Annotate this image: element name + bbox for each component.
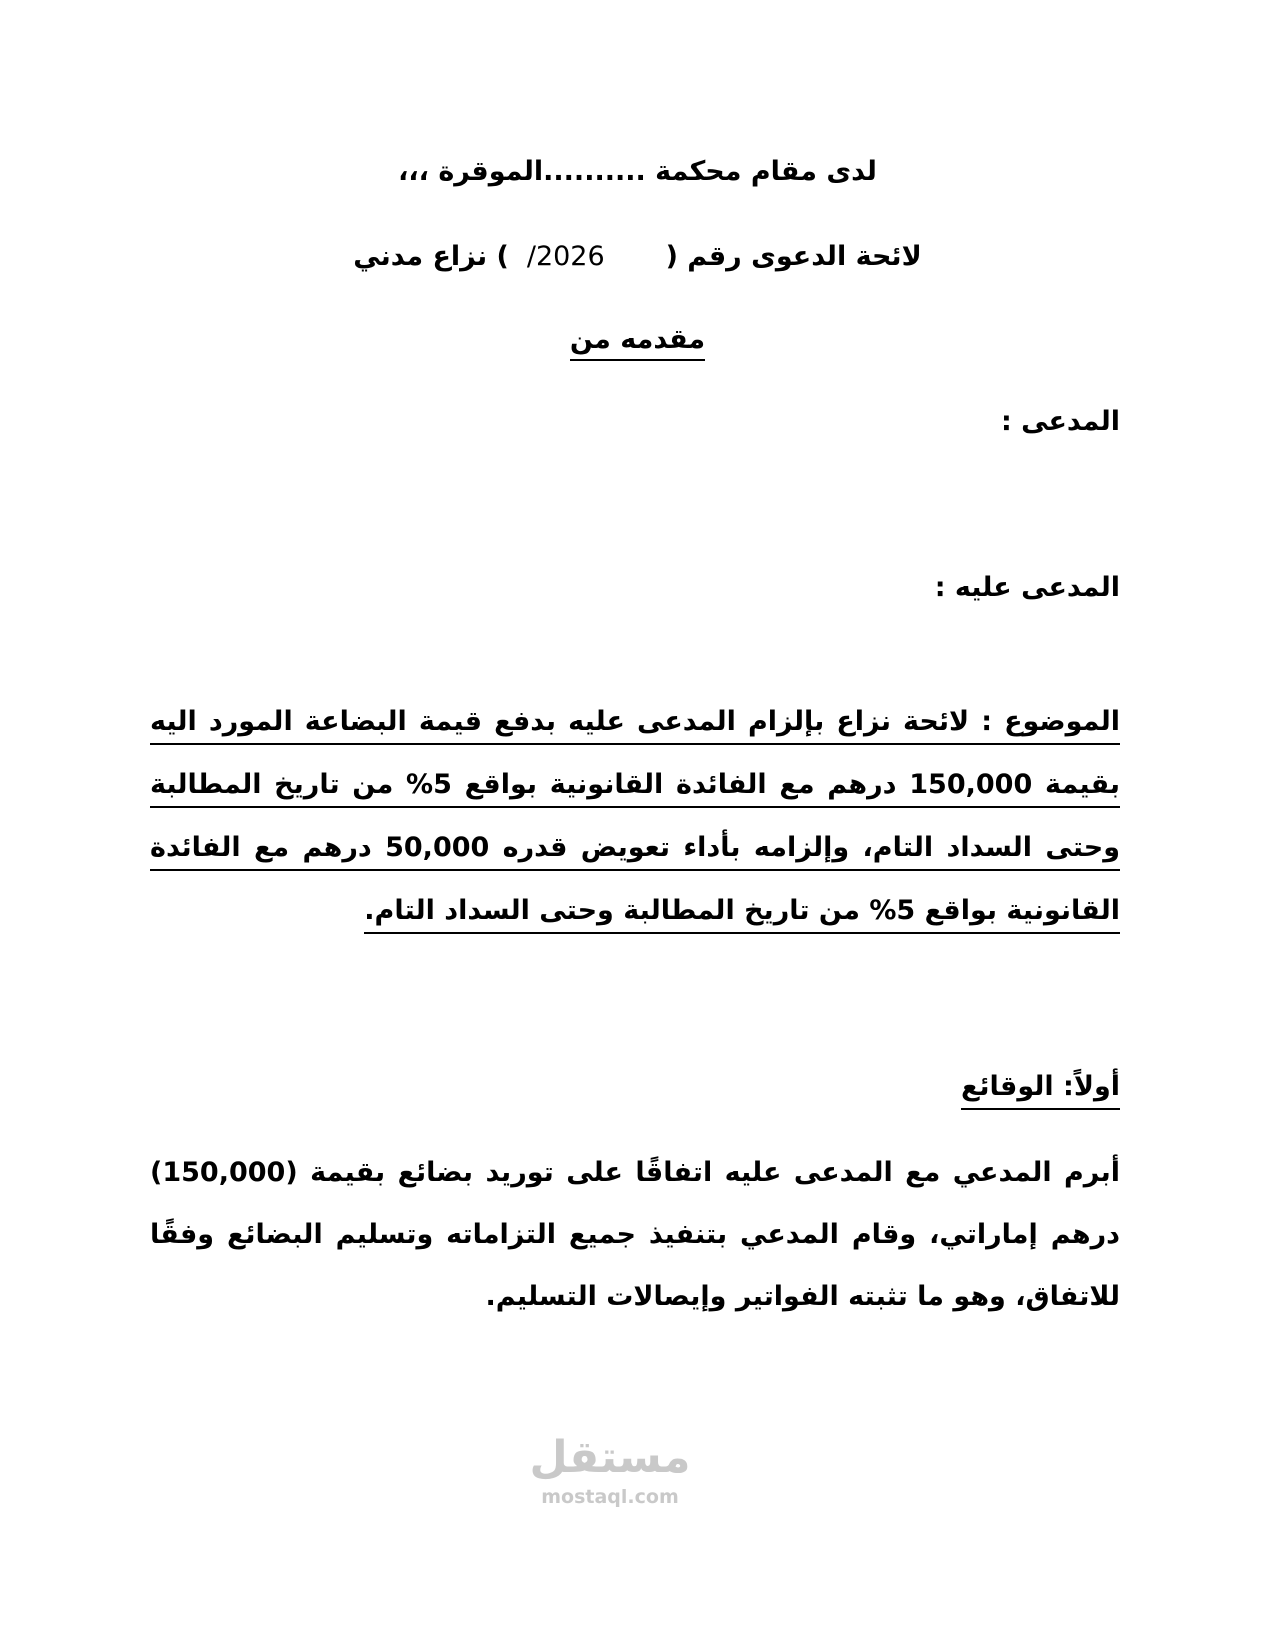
case-number: /2026 [526, 241, 605, 272]
submitted-by-heading [0, 320, 1275, 360]
case-number-line [0, 237, 1275, 277]
subject-paragraph [150, 690, 1120, 942]
mostaql-watermark [510, 1430, 710, 1508]
case-type: ) نزاع مدني [353, 241, 509, 272]
facts-heading-text: أولاً: الوقائع [961, 1071, 1120, 1110]
submitted-by-label: مقدمه من [570, 324, 705, 361]
court-heading: لدى مقام محكمة ..........الموقرة ،،، [398, 156, 877, 187]
plaintiff-label: المدعى : [1000, 406, 1120, 437]
case-prefix: لائحة الدعوى رقم ( [665, 241, 922, 272]
defendant-label: المدعى عليه : [934, 572, 1120, 603]
watermark-url: mostaql.com [541, 1486, 679, 1508]
facts-paragraph: أبرم المدعي مع المدعى عليه اتفاقًا على توريد بضائع بقيمة (150,000) درهم إماراتي، وقام المدعي بتنفيذ جميع التزاماته وتسليم البضائع وفقًا للاتفاق، وهو ما تثبته الفواتير وإيصالات التسليم. [150, 1157, 1120, 1312]
subject-text: الموضوع : لائحة نزاع بإلزام المدعى عليه بدفع قيمة البضاعة المورد اليه بقيمة 150,000 درهم مع الفائدة القانونية بواقع 5% من تاريخ المطالبة وحتى السداد التام، وإلزامه بأداء تعويض قدره 50,000 درهم مع الفائدة القانونية بواقع 5% من تاريخ المطالبة وحتى السداد التام. [150, 706, 1120, 934]
facts-heading [961, 1067, 1120, 1107]
watermark-logo: مستقل [529, 1432, 691, 1483]
